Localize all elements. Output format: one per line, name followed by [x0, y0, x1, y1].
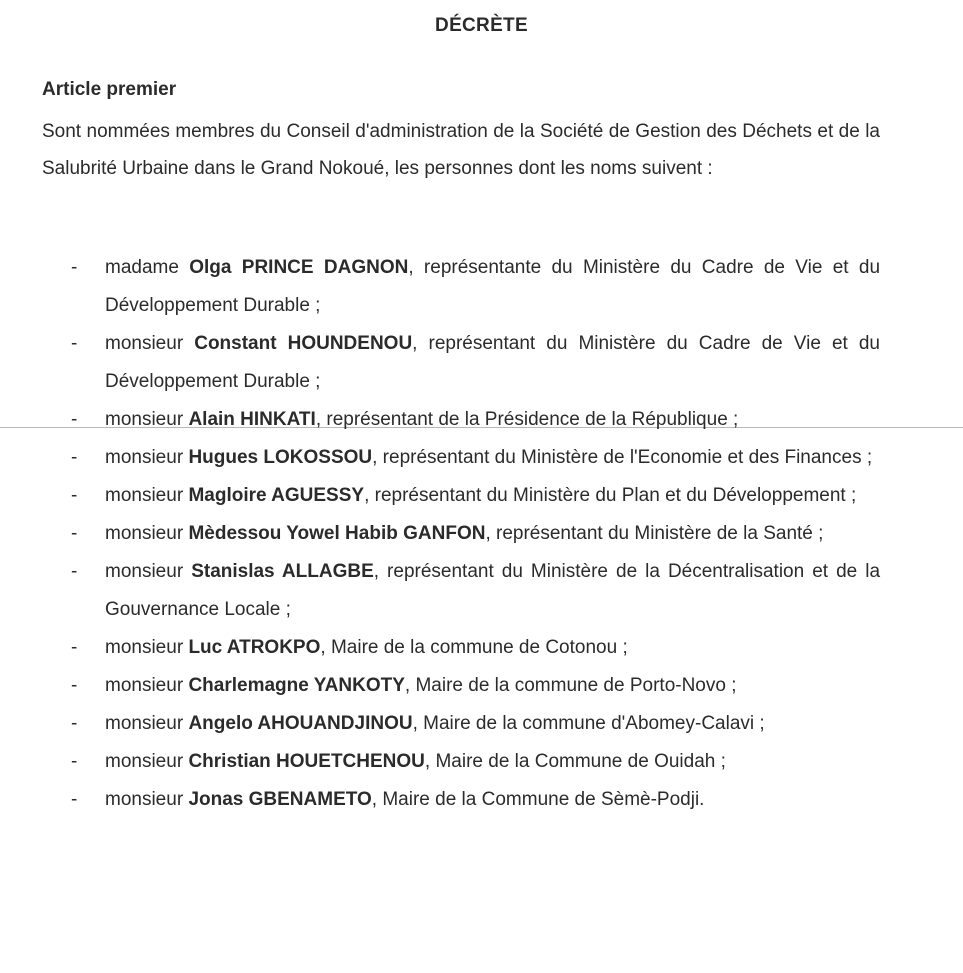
member-role: , Maire de la Commune de Sèmè-Podji. — [371, 789, 705, 810]
member-role: , représentant du Ministère de la Santé ; — [485, 523, 824, 544]
member-name: Olga PRINCE DAGNON — [189, 257, 409, 278]
list-bullet: - — [71, 561, 78, 582]
list-bullet: - — [71, 409, 78, 430]
list-item — [0, 249, 880, 325]
member-name: Alain HINKATI — [188, 409, 316, 430]
list-item — [0, 705, 880, 743]
list-bullet: - — [71, 447, 78, 468]
member-name: Mèdessou Yowel Habib GANFON — [188, 523, 486, 544]
member-role: , Maire de la Commune de Ouidah ; — [424, 751, 726, 772]
member-role: , représentant du Ministère de l'Economie et des Finances ; — [372, 447, 873, 468]
list-bullet: - — [71, 751, 78, 772]
member-name: Angelo AHOUANDJINOU — [188, 713, 413, 734]
member-name: Christian HOUETCHENOU — [188, 751, 425, 772]
member-title: monsieur — [105, 485, 184, 506]
list-bullet: - — [71, 257, 78, 278]
member-title: monsieur — [105, 751, 184, 772]
member-name: Constant HOUNDENOU — [194, 333, 413, 354]
member-role: , représentant de la Présidence de la République ; — [315, 409, 739, 430]
list-item — [0, 667, 880, 705]
article-intro-paragraph: Sont nommées membres du Conseil d'administration de la Société de Gestion des Déchets et de la Salubrité Urbaine dans le Grand Nokoué, les personnes dont les noms suivent : — [42, 121, 880, 179]
list-item — [0, 401, 880, 439]
list-bullet: - — [71, 333, 78, 354]
list-item — [0, 325, 880, 401]
list-bullet: - — [71, 675, 78, 696]
member-title: monsieur — [105, 409, 184, 430]
member-name: Charlemagne YANKOTY — [188, 675, 405, 696]
article-title: Article premier — [42, 79, 177, 100]
member-title: monsieur — [105, 561, 184, 582]
member-role: , représentante du Ministère du Cadre de Vie et du Développement Durable ; — [105, 257, 881, 316]
member-title: madame — [105, 257, 179, 278]
members-list — [0, 249, 963, 819]
member-title: monsieur — [105, 523, 184, 544]
member-title: monsieur — [105, 675, 184, 696]
member-role: , représentant du Ministère de la Décentralisation et de la Gouvernance Locale ; — [105, 561, 881, 620]
list-item — [0, 781, 880, 819]
list-item — [0, 515, 880, 553]
member-role: , Maire de la commune de Cotonou ; — [320, 637, 628, 658]
member-name: Jonas GBENAMETO — [188, 789, 372, 810]
member-role: , Maire de la commune d'Abomey-Calavi ; — [412, 713, 765, 734]
member-title: monsieur — [105, 637, 184, 658]
decree-heading: DÉCRÈTE — [435, 15, 528, 36]
member-name: Stanislas ALLAGBE — [191, 561, 374, 582]
list-item — [0, 553, 880, 629]
list-item — [0, 743, 880, 781]
member-name: Magloire AGUESSY — [188, 485, 365, 506]
list-item — [0, 629, 880, 667]
list-item — [0, 477, 880, 515]
list-item — [0, 439, 880, 477]
member-role: , représentant du Ministère du Plan et du Développement ; — [364, 485, 857, 506]
member-title: monsieur — [105, 333, 184, 354]
member-title: monsieur — [105, 713, 184, 734]
member-title: monsieur — [105, 447, 184, 468]
list-bullet: - — [71, 713, 78, 734]
member-role: , Maire de la commune de Porto-Novo ; — [404, 675, 737, 696]
member-name: Hugues LOKOSSOU — [188, 447, 373, 468]
list-bullet: - — [71, 523, 78, 544]
member-title: monsieur — [105, 789, 184, 810]
list-bullet: - — [71, 637, 78, 658]
member-name: Luc ATROKPO — [188, 637, 321, 658]
member-role: , représentant du Ministère du Cadre de Vie et du Développement Durable ; — [105, 333, 880, 392]
list-bullet: - — [71, 789, 78, 810]
list-bullet: - — [71, 485, 78, 506]
